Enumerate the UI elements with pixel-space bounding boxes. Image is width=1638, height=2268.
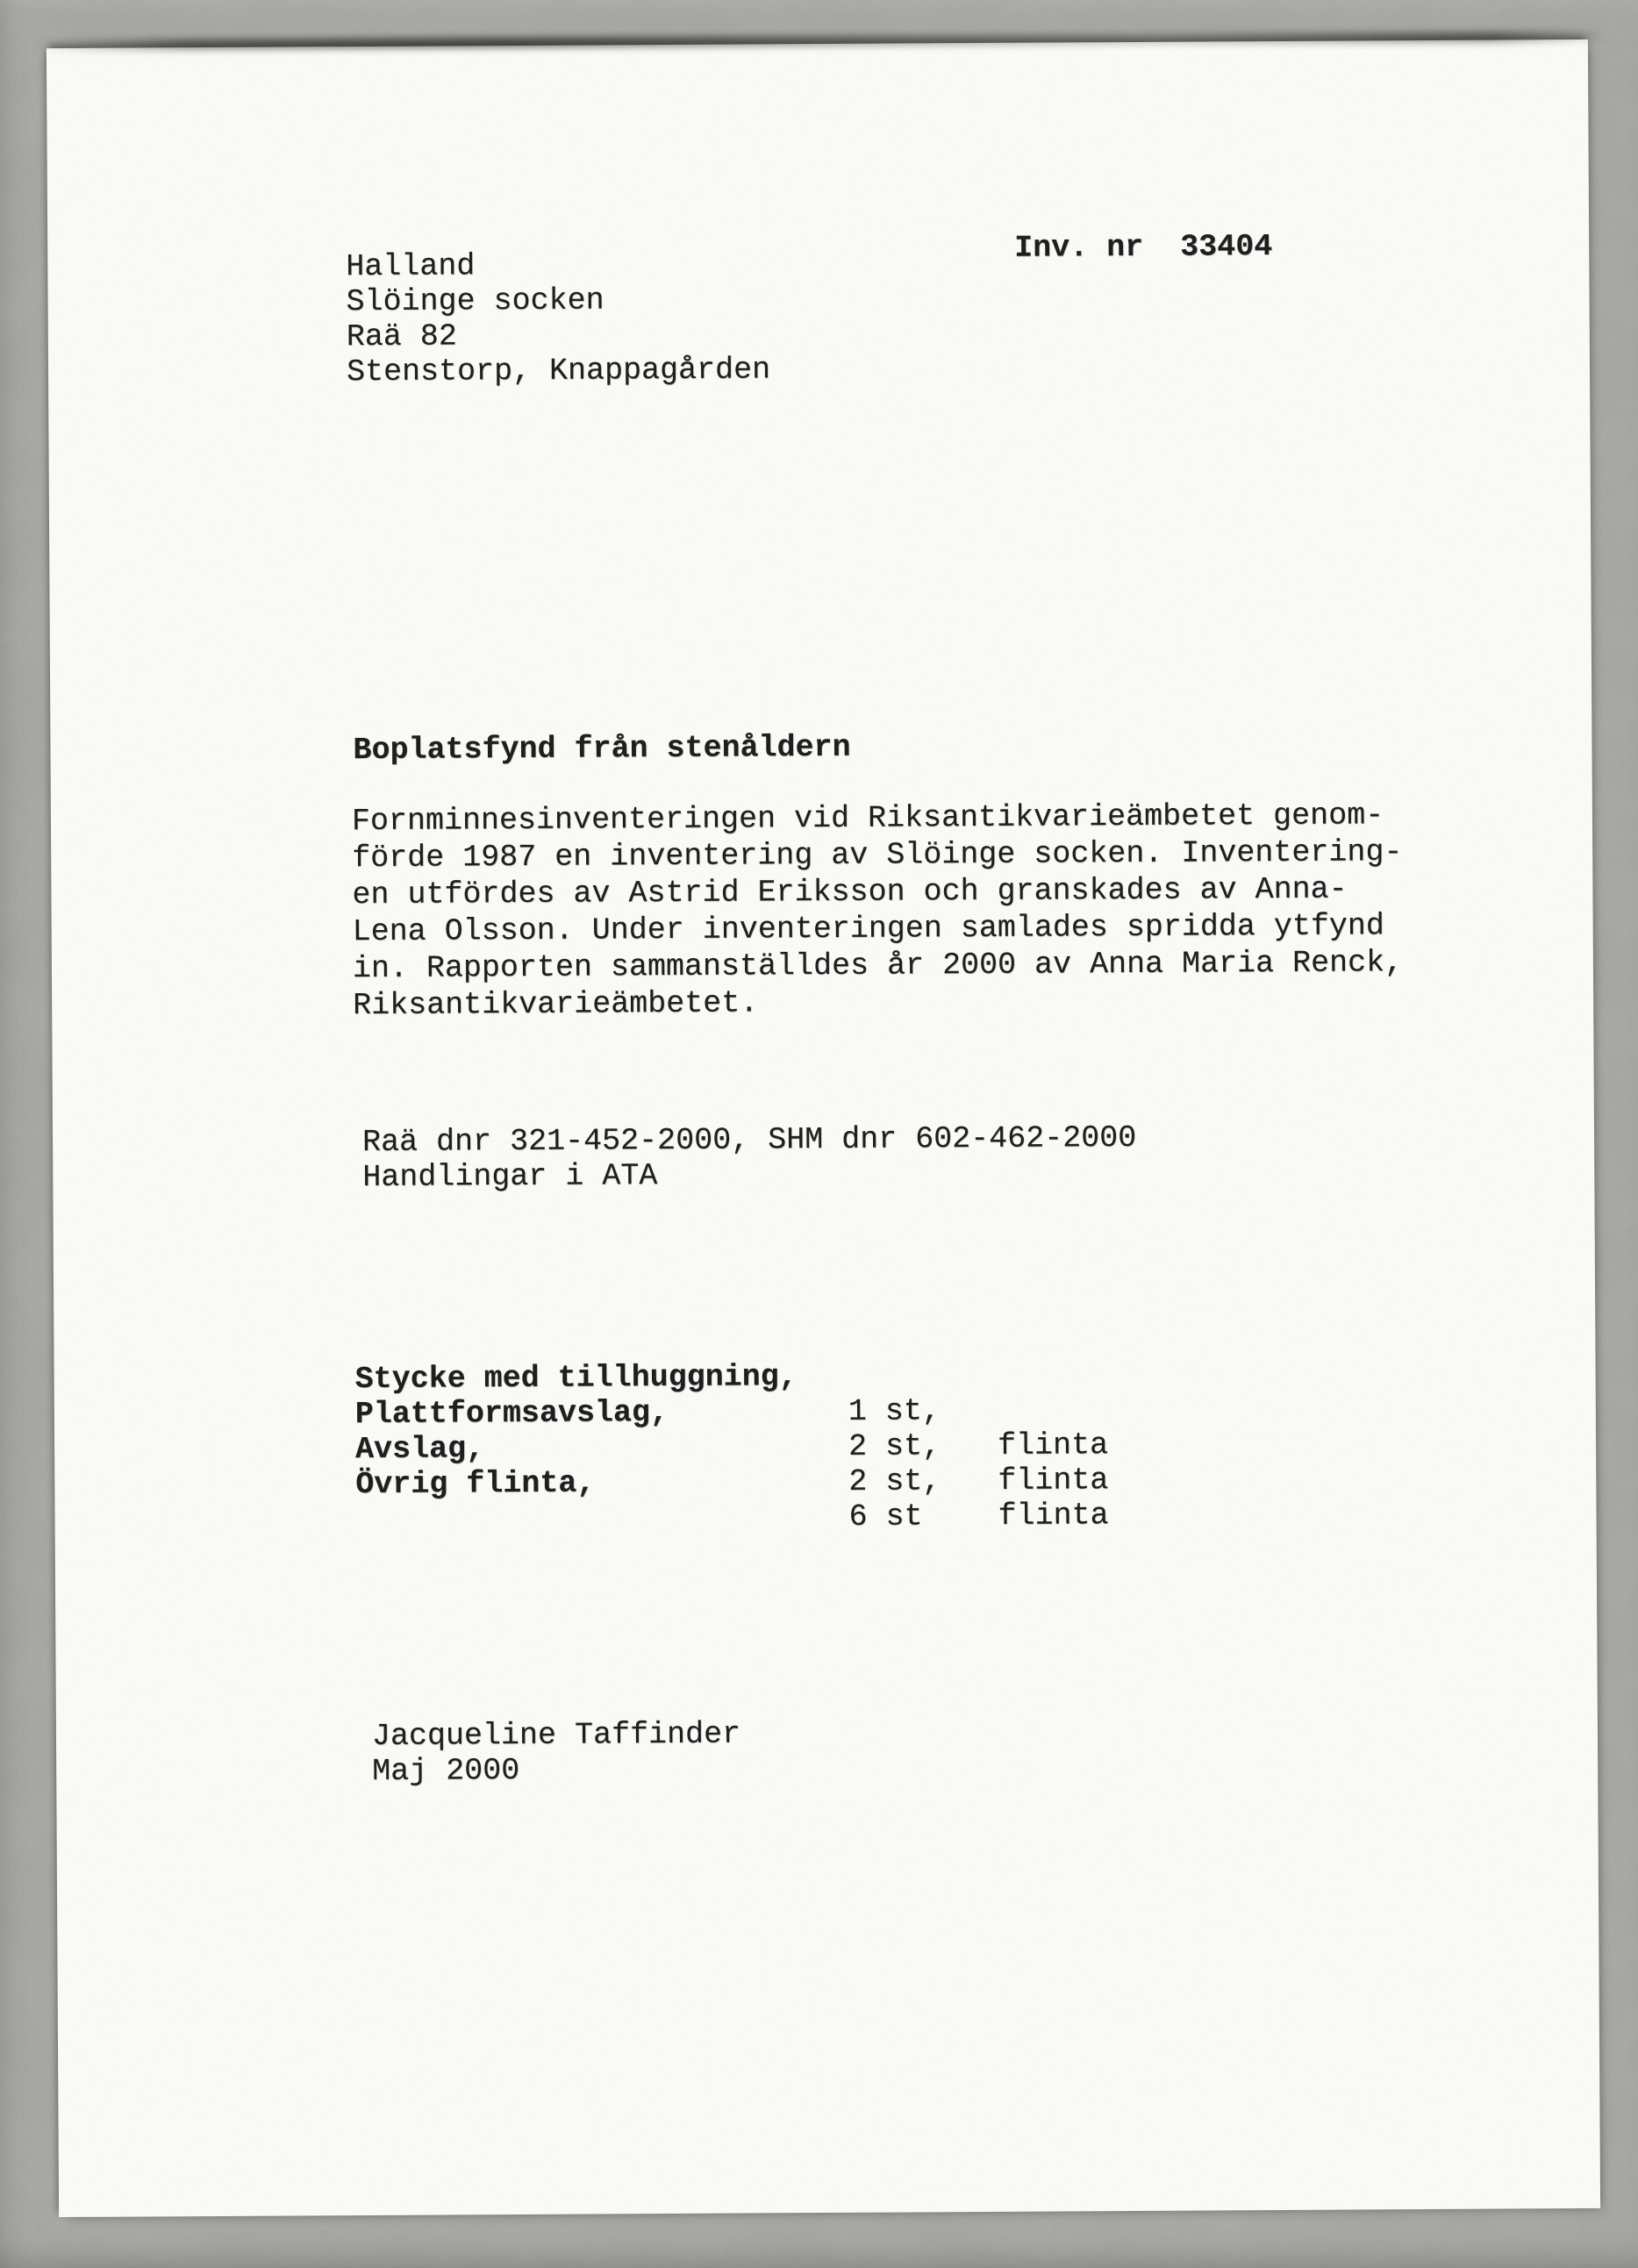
find-name: Stycke med tillhuggning, [354,1359,798,1398]
body-line: en utfördes av Astrid Eriksson och granskades av Anna- [352,871,1348,913]
signature-block [372,1717,741,1789]
body-line: förde 1987 en inventering av Slöinge socken. Inventering- [352,834,1403,876]
header-line-raa: Raä 82 [346,318,457,355]
header-line-parish: Slöinge socken [346,283,604,320]
body-paragraph [352,797,1404,1024]
find-quantity: 2 st, [848,1463,941,1499]
header-line-province: Halland [346,248,476,285]
find-name: Avslag, [354,1431,485,1468]
dnr-line: Raä dnr 321-452-2000, SHM dnr 602-462-2000 [361,1120,1137,1161]
site-header [346,247,770,390]
find-quantity: 6 st [848,1499,923,1535]
find-material: flinta [997,1427,1109,1463]
find-name: Övrig flinta, [355,1465,596,1503]
body-line: Lena Olsson. Under inventeringen samlades spridda ytfynd [352,908,1385,950]
inventory-number: Inv. nr 33404 [1014,229,1273,266]
find-quantity: 2 st, [848,1428,941,1464]
signature-name: Jacqueline Taffinder [371,1716,741,1754]
find-material: flinta [998,1498,1109,1534]
archive-line: Handlingar i ATA [362,1158,658,1196]
signature-date: Maj 2000 [372,1753,520,1789]
document-page [46,39,1600,2217]
header-line-place: Stenstorp, Knappagården [346,352,771,390]
document-title: Boplatsfynd från stenåldern [353,729,851,769]
reference-block [362,1120,1137,1195]
find-name: Plattformsavslag, [354,1395,669,1433]
body-line: Fornminnesinventeringen vid Riksantikvarieämbetet genom- [351,798,1384,840]
body-line: in. Rapporten sammanställdes år 2000 av Anna Maria Renck, [352,945,1404,987]
body-line: Riksantikvarieämbetet. [353,985,759,1024]
finds-table [354,1326,1109,1535]
find-quantity: 1 st, [848,1393,941,1429]
find-material: flinta [998,1463,1109,1499]
